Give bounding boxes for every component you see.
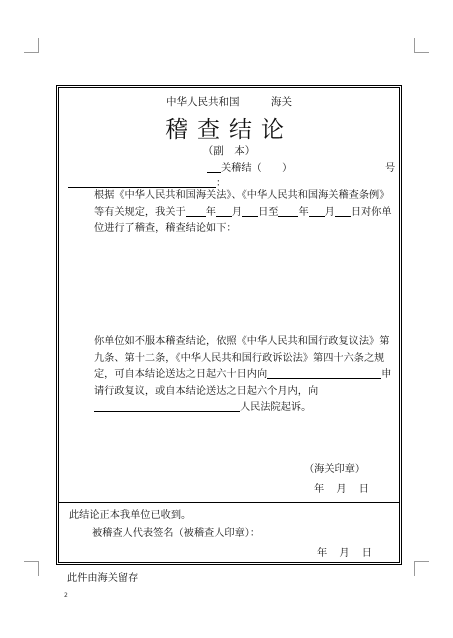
start-day-blank[interactable]	[242, 205, 258, 217]
label-month: 月	[231, 206, 243, 218]
label-to: 日至	[258, 206, 279, 218]
doc-number-hao: 号	[385, 163, 396, 174]
review-authority-blank[interactable]	[267, 367, 329, 379]
document-frame	[56, 85, 402, 565]
addressee-colon: ：	[216, 178, 227, 189]
end-month-blank[interactable]	[309, 205, 325, 217]
page-corner-bottom-left	[24, 561, 39, 576]
receipt-statement: 此结论正本我单位已收到。	[69, 510, 192, 521]
conclusion-outro: 日对你单位进行了稽查，稽查结论如下：	[94, 206, 392, 234]
appeal-text: 你单位如不服本稽查结论，依照《中华人民共和国行政复议法》第九条、第十二条，《中华人民共和国行政诉讼法》第四十六条之规定，可自本结论送达之日起六十日内向	[94, 336, 390, 380]
appeal-court-text: 人民法院起诉。	[240, 402, 312, 413]
label-year: 年	[205, 206, 216, 218]
conclusion-intro: 根据《中华人民共和国海关法》、《中华人民共和国海关稽查条例》等有关规定，我关于	[94, 190, 390, 218]
retention-note: 此件由海关留存	[67, 573, 139, 584]
conclusion-paragraph	[68, 188, 396, 238]
addressee-blank[interactable]	[68, 176, 216, 188]
appeal-review-text: 申请行政复议，或自本结论送达之日起六个月内，	[94, 369, 392, 397]
doc-number-blank[interactable]	[207, 161, 221, 173]
page-number: 2	[64, 592, 68, 599]
label-year-2: 年	[298, 206, 309, 218]
appeal-paragraph	[68, 334, 396, 417]
start-month-blank[interactable]	[216, 205, 232, 217]
appeal-to: 向	[307, 385, 319, 397]
court-name-blank[interactable]	[94, 400, 240, 412]
page-corner-top-left	[24, 38, 39, 53]
document-number	[207, 159, 292, 174]
customs-title: 中华人民共和国 海关	[166, 96, 292, 108]
page-corner-bottom-right	[414, 561, 429, 576]
copy-label: （副 本）	[202, 145, 256, 157]
page-title: 稽查结论	[165, 117, 293, 143]
seal-date: 年 月 日	[314, 484, 370, 495]
doc-number-suffix: 关稽结（ ）	[221, 163, 293, 174]
end-day-blank[interactable]	[335, 205, 351, 217]
page-corner-top-right	[414, 38, 429, 53]
end-year-blank[interactable]	[278, 205, 298, 217]
addressee-line	[68, 174, 226, 189]
review-authority-blank-2[interactable]	[329, 367, 381, 379]
signature-label: 被稽查人代表签名（被稽查人印章）：	[92, 528, 261, 539]
customs-seal-label: （海关印章）	[304, 464, 366, 475]
section-divider	[59, 502, 399, 503]
label-month-2: 月	[324, 206, 335, 218]
receipt-date: 年 月 日	[317, 548, 373, 559]
start-year-blank[interactable]	[186, 205, 206, 217]
